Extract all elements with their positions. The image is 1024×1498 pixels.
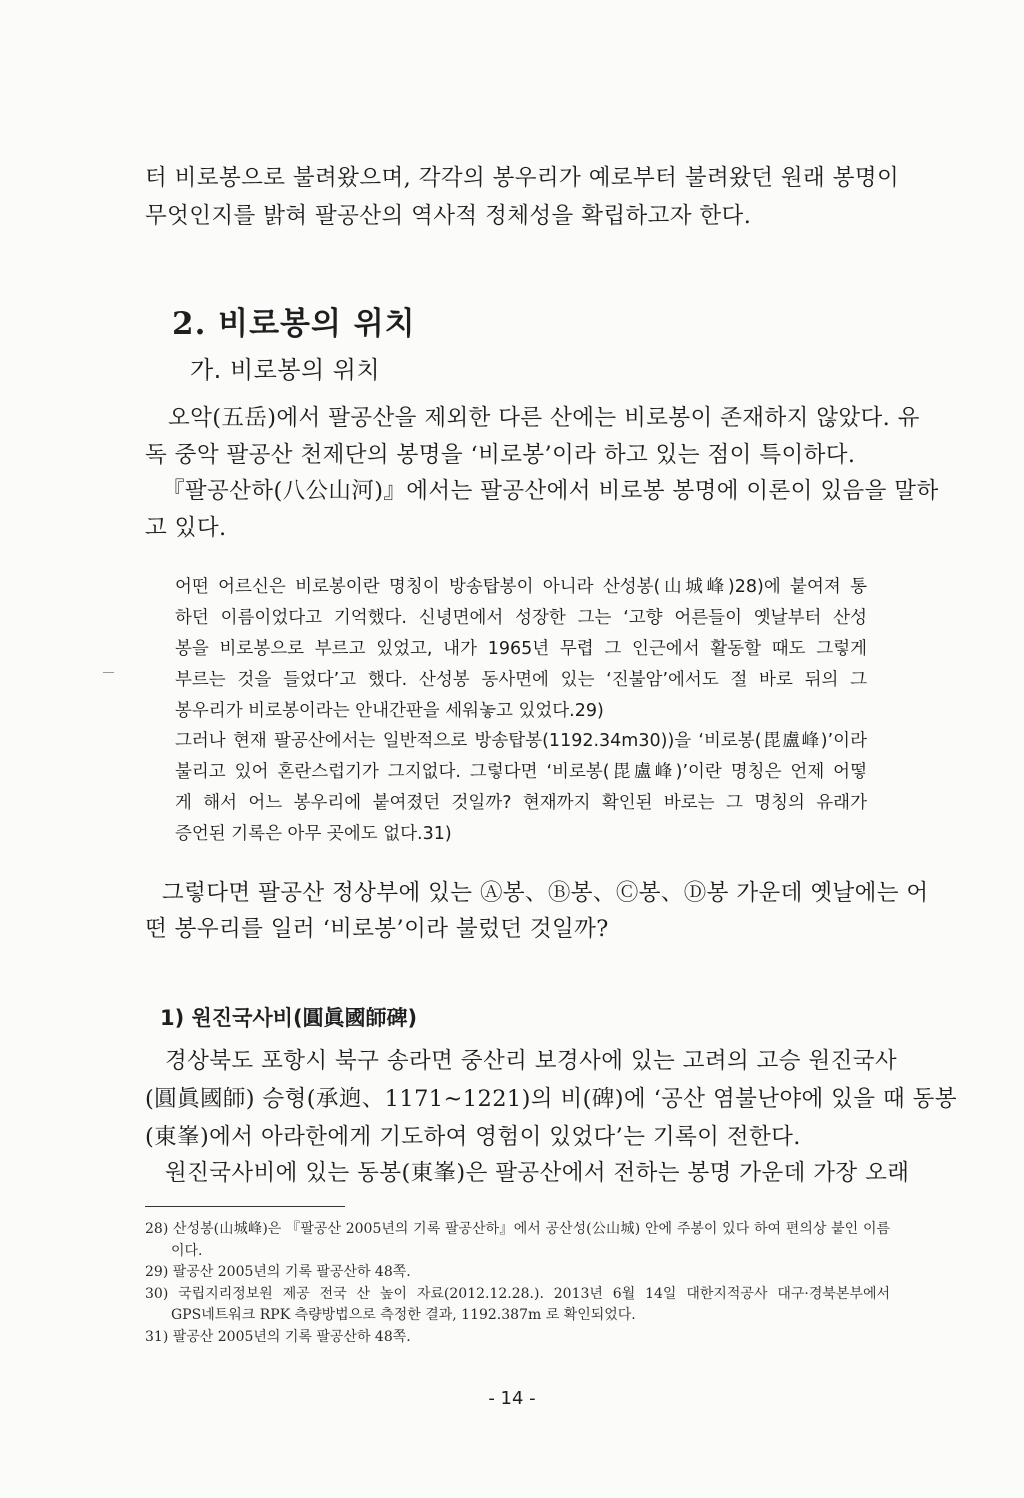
- footnote-31: 31) 팔공산 2005년의 기록 팔공산하 48쪽.: [145, 1329, 411, 1345]
- intro-line-1: 터 비로봉으로 불려왔으며, 각각의 봉우리가 예로부터 불려왔던 원래 봉명이: [145, 165, 900, 191]
- quote-line-2: 하던 이름이었다고 기억했다. 신녕면에서 성장한 그는 ‘고향 어른들이 옛날부터 산성: [175, 608, 867, 628]
- subsection-line-4: 원진국사비에 있는 동봉(東峯)은 팔공산에서 전하는 봉명 가운데 가장 오래: [165, 1160, 910, 1186]
- quote-line-9: 증언된 기록은 아무 곳에도 없다.31): [175, 824, 452, 844]
- para1-line-1: 오악(五岳)에서 팔공산을 제외한 다른 산에는 비로봉이 존재하지 않았다. 유: [168, 405, 920, 431]
- para1-line-2: 독 중악 팔공산 천제단의 봉명을 ‘비로봉’이라 하고 있는 점이 특이하다.: [145, 442, 856, 468]
- subsection-heading: 가. 비로봉의 위치: [190, 356, 381, 384]
- para2-line-2: 떤 봉우리를 일러 ‘비로봉’이라 불렀던 것일까?: [145, 916, 609, 942]
- footnote-28-cont: 이다.: [171, 1243, 203, 1259]
- scan-mark: [103, 672, 114, 673]
- footnote-28: 28) 산성봉(山城峰)은 『팔공산 2005년의 기록 팔공산하』에서 공산성(公山城) 안에 주봉이 있다 하여 편의상 붙인 이름: [145, 1221, 890, 1237]
- quote-line-7: 불리고 있어 혼란스럽기가 그지없다. 그렇다면 ‘비로봉(毘盧峰)’이란 명칭은 언제 어떻: [175, 762, 867, 782]
- para2-line-1: 그렇다면 팔공산 정상부에 있는 Ⓐ봉、Ⓑ봉、Ⓒ봉、Ⓓ봉 가운데 옛날에는 어: [162, 880, 929, 906]
- footnote-separator: [145, 1206, 345, 1207]
- subsection-title: 1) 원진국사비(圓眞國師碑): [160, 1006, 418, 1030]
- para1-line-3: 『팔공산하(八公山河)』에서는 팔공산에서 비로봉 봉명에 이론이 있음을 말하: [162, 478, 939, 504]
- quote-line-8: 게 해서 어느 봉우리에 붙여졌던 것일까? 현재까지 확인된 바로는 그 명칭의 유래가: [175, 793, 867, 813]
- section-heading: 2. 비로봉의 위치: [172, 306, 416, 342]
- quote-line-3: 봉을 비로봉으로 부르고 있었고, 내가 1965년 무렵 그 인근에서 활동할 때도 그렇게: [175, 639, 867, 659]
- quote-line-1: 어떤 어르신은 비로봉이란 명칭이 방송탑봉이 아니라 산성봉(山城峰)28)에 붙여져 통: [175, 577, 867, 597]
- intro-line-2: 무엇인지를 밝혀 팔공산의 역사적 정체성을 확립하고자 한다.: [145, 203, 752, 229]
- quote-line-4: 부르는 것을 들었다’고 했다. 산성봉 동사면에 있는 ‘진불암’에서도 절 바로 뒤의 그: [175, 670, 867, 690]
- quote-line-5: 봉우리가 비로봉이라는 안내간판을 세워놓고 있었다.29): [175, 701, 604, 721]
- page-number: - 14 -: [488, 1388, 536, 1409]
- footnote-30-cont: GPS네트워크 RPK 측량방법으로 측정한 결과, 1192.387m 로 확인되었다.: [171, 1307, 636, 1323]
- footnote-30: 30) 국립지리정보원 제공 전국 산 높이 자료(2012.12.28.). 2013년 6월 14일 대한지적공사 대구·경북본부에서: [145, 1286, 890, 1302]
- subsection-line-3: (東峯)에서 아라한에게 기도하여 영험이 있었다’는 기록이 전한다.: [145, 1124, 801, 1150]
- footnote-29: 29) 팔공산 2005년의 기록 팔공산하 48쪽.: [145, 1264, 411, 1280]
- quote-line-6: 그러나 현재 팔공산에서는 일반적으로 방송탑봉(1192.34m30))을 ‘비로봉(毘盧峰)’이라: [175, 731, 867, 751]
- para1-line-4: 고 있다.: [145, 515, 227, 541]
- subsection-line-1: 경상북도 포항시 북구 송라면 중산리 보경사에 있는 고려의 고승 원진국사: [165, 1048, 898, 1074]
- subsection-line-2: (圓眞國師) 승형(承逈、1171~1221)의 비(碑)에 ‘공산 염불난야에 있을 때 동봉: [145, 1086, 957, 1112]
